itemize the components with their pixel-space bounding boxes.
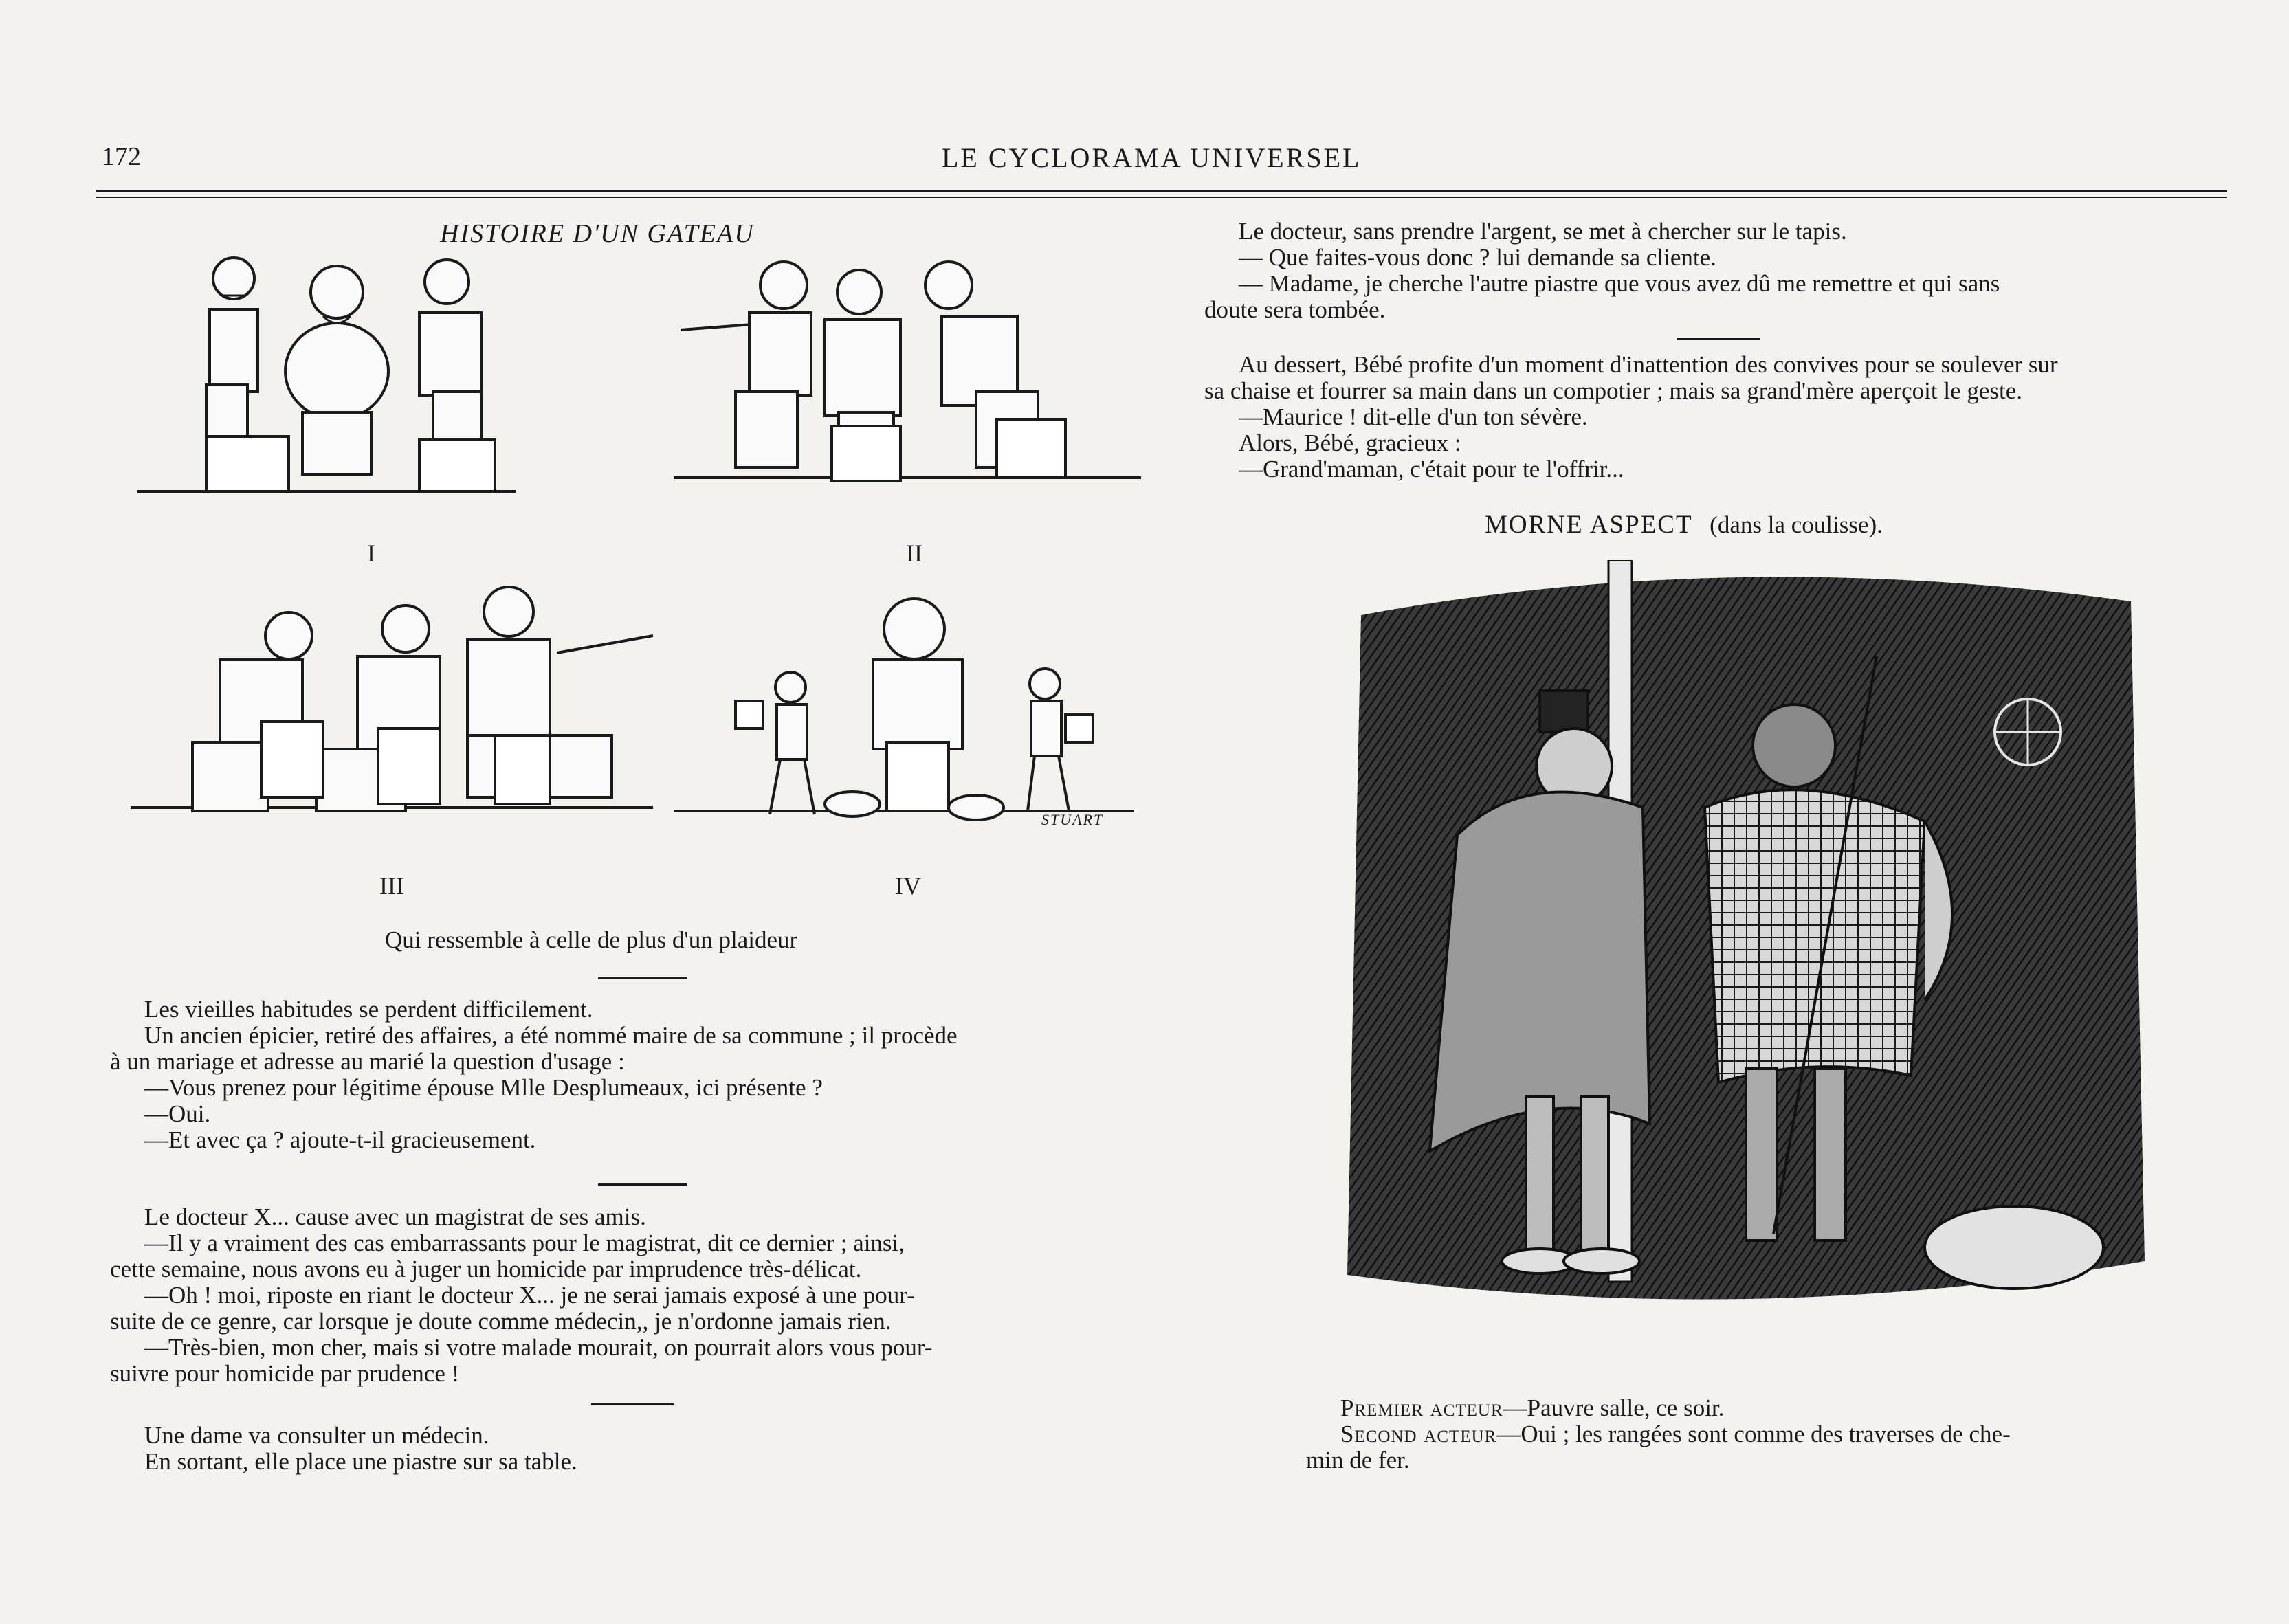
dialogue-line: min de fer.	[1306, 1447, 1410, 1473]
header-rule	[96, 190, 2227, 192]
text-line: suivre pour homicide par prudence !	[110, 1360, 460, 1387]
illustration-subtitle: (dans la coulisse).	[1710, 511, 1883, 538]
text-line: suite de ce genre, car lorsque je doute comme médecin,, je n'ordonne jamais rien.	[110, 1308, 892, 1335]
illustration-dialogue	[1306, 1395, 2200, 1473]
text-line: —Maurice ! dit-elle d'un ton sévère.	[1239, 403, 1588, 430]
text-line: Le docteur, sans prendre l'argent, se met à chercher sur le tapis.	[1239, 218, 1847, 245]
illustration-title	[1485, 510, 1883, 540]
text-line: —Et avec ça ? ajoute-t-il gracieusement.	[144, 1126, 536, 1153]
separator-rule	[591, 1403, 674, 1405]
text-line: —Très-bien, mon cher, mais si votre malade mourait, on pourrait alors vous pour-	[144, 1334, 933, 1361]
text-line: doute sera tombée.	[1204, 296, 1386, 323]
separator-rule	[598, 977, 687, 979]
text-line: —Grand'maman, c'était pour te l'offrir...	[1239, 456, 1624, 482]
comic-panel-3	[131, 587, 653, 811]
text-line: —Oui.	[144, 1100, 211, 1127]
anecdote-mayor	[110, 997, 1182, 1153]
comic-panel-1	[137, 258, 516, 491]
panel-label-4: IV	[895, 872, 921, 900]
anecdote-doctor	[110, 1204, 1182, 1387]
comic-panel-4	[674, 599, 1134, 820]
speaker-name: Premier acteur	[1340, 1394, 1503, 1421]
text-line: Une dame va consulter un médecin.	[144, 1422, 489, 1449]
text-line: —Oh ! moi, riposte en riant le docteur X... je ne serai jamais exposé à une pour-	[144, 1282, 915, 1309]
text-line: à un mariage et adresse au marié la question d'usage :	[110, 1048, 625, 1075]
text-line: — Madame, je cherche l'autre piastre que vous avez dû me remettre et qui sans	[1239, 270, 2000, 297]
backstage-actors-illustration	[1320, 560, 2172, 1350]
comic-caption: Qui ressemble à celle de plus d'un plaideur	[385, 926, 798, 953]
text-line: Au dessert, Bébé profite d'un moment d'inattention des convives pour se soulever sur	[1239, 351, 2058, 378]
panel-label-2: II	[906, 540, 922, 567]
text-line: cette semaine, nous avons eu à juger un homicide par imprudence très-délicat.	[110, 1256, 862, 1282]
page-number: 172	[102, 142, 141, 171]
comic-strip-illustration	[131, 254, 1175, 887]
panel-label-1: I	[367, 540, 375, 567]
text-line: En sortant, elle place une piastre sur sa table.	[144, 1448, 577, 1475]
speaker-name: Second acteur	[1340, 1421, 1497, 1447]
artist-signature: STUART	[1041, 811, 1104, 828]
anecdote-bebe	[1204, 352, 2242, 482]
text-line: Les vieilles habitudes se perdent difficilement.	[144, 996, 593, 1023]
text-line: sa chaise et fourrer sa main dans un compotier ; mais sa grand'mère aperçoit le geste.	[1204, 377, 2023, 404]
text-line: Un ancien épicier, retiré des affaires, a été nommé maire de sa commune ; il procède	[144, 1022, 958, 1049]
comic-title: HISTOIRE D'UN GATEAU	[440, 219, 755, 248]
anecdote-piastre-continued	[1204, 219, 2242, 323]
separator-rule	[1677, 338, 1760, 340]
text-line: Alors, Bébé, gracieux :	[1239, 430, 1461, 456]
illustration-title-text: MORNE ASPECT	[1485, 511, 1692, 539]
dialogue-line: —Pauvre salle, ce soir.	[1503, 1394, 1725, 1421]
anecdote-piastre	[110, 1423, 1182, 1475]
text-line: —Vous prenez pour légitime épouse Mlle Desplumeaux, ici présente ?	[144, 1074, 823, 1101]
header-rule-thin	[96, 197, 2227, 198]
separator-rule	[598, 1183, 687, 1186]
panel-label-3: III	[379, 872, 404, 900]
publication-title: LE CYCLORAMA UNIVERSEL	[942, 142, 1362, 173]
text-line: —Il y a vraiment des cas embarrassants pour le magistrat, dit ce dernier ; ainsi,	[144, 1230, 905, 1256]
text-line: Le docteur X... cause avec un magistrat de ses amis.	[144, 1203, 646, 1230]
text-line: — Que faites-vous donc ? lui demande sa cliente.	[1239, 244, 1716, 271]
comic-panel-2	[674, 262, 1141, 481]
dialogue-line: —Oui ; les rangées sont comme des traverses de che-	[1496, 1421, 2011, 1447]
